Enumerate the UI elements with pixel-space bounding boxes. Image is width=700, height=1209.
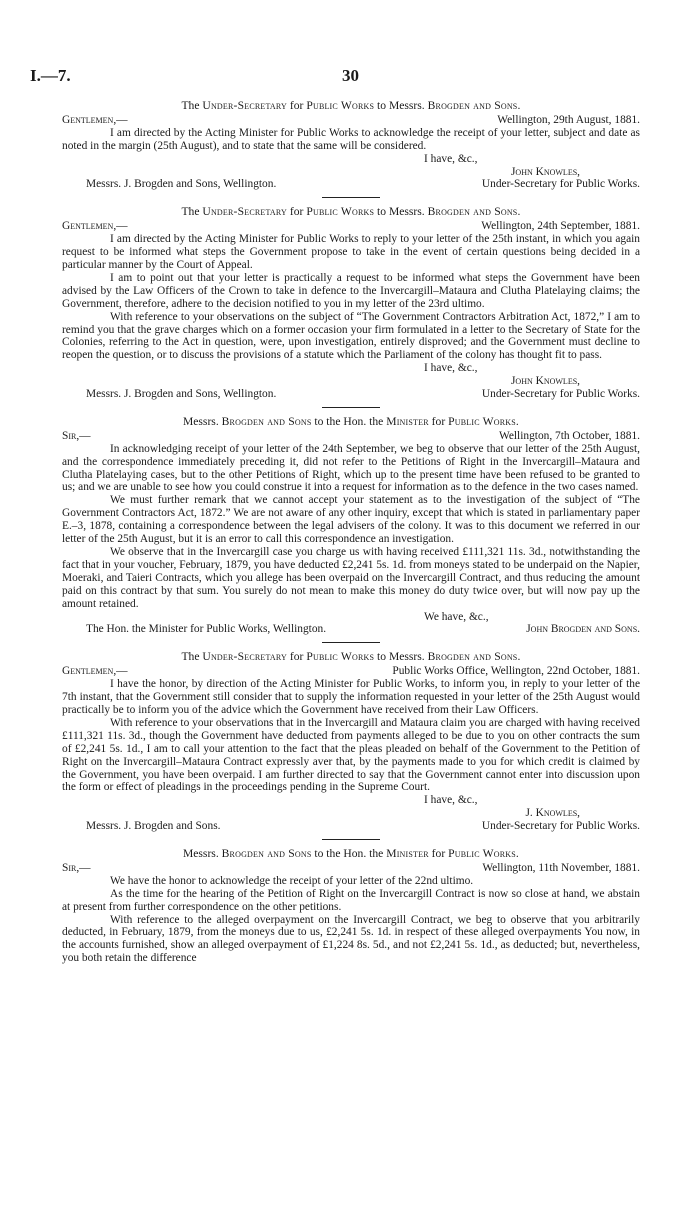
- salutation-line: [62, 665, 640, 678]
- paragraph: As the time for the hearing of the Petition of Right on the Invercargill Contract is now so close at hand, we abstain at present from further correspondence on the other petitions.: [62, 887, 640, 913]
- paragraph: We must further remark that we cannot accept your statement as to the investigation of the subject of “The Government Contractors Act, 1872.” We are not aware of any other inquiry, except that which is stated in parliamentary paper E.–3, 1878, containing a correspondence between the legal advisers of the colony. It was to this document we referred in our letter of the 25th August, but it is an error to call this correspondence an investigation.: [62, 494, 640, 546]
- signer-name: John Knowles,: [510, 165, 580, 178]
- letter-2: [62, 206, 640, 401]
- salutation: Gentlemen,—: [62, 113, 128, 126]
- letter-heading: Messrs. Brogden and Sons to the Hon. the Minister for Public Works.: [182, 847, 520, 861]
- page-header: [30, 66, 670, 88]
- closing: I have, &c.,: [424, 362, 478, 375]
- signature-line: [62, 820, 640, 833]
- section-divider: [322, 642, 380, 643]
- addressee: Messrs. J. Brogden and Sons.: [86, 820, 221, 833]
- signature-line: [62, 388, 640, 401]
- addressee: Messrs. J. Brogden and Sons, Wellington.: [86, 178, 277, 191]
- paragraph: In acknowledging receipt of your letter of the 24th September, we beg to observe that our letter of the 25th August, and the correspondence immediately preceding it, did not refer to the Petitions of Right in the Invercargill–Mataura and Clutha Platelaying cases, but to the other Petitions of Right, which up to the present time have been refused to be granted to us; and we are unable to see how you could construe it into a request for information as to the defence in the two cases named.: [62, 442, 640, 494]
- salutation: Gentlemen,—: [62, 665, 128, 678]
- letter-heading: Messrs. Brogden and Sons to the Hon. the Minister for Public Works.: [182, 414, 520, 428]
- salutation: Sir,—: [62, 429, 91, 442]
- salutation: Sir,—: [62, 861, 91, 874]
- closing: We have, &c.,: [424, 610, 489, 623]
- signer-name: John Knowles,: [510, 375, 580, 388]
- dateline: Wellington, 24th September, 1881.: [481, 220, 640, 233]
- signer-title: Under-Secretary for Public Works.: [481, 388, 640, 401]
- signer-title: Under-Secretary for Public Works.: [481, 178, 640, 191]
- signer-title: John Brogden and Sons.: [526, 623, 640, 636]
- paper-reference: I.—7.: [30, 66, 71, 85]
- addressee: The Hon. the Minister for Public Works, Wellington.: [86, 623, 327, 636]
- paragraph: With reference to the alleged overpayment on the Invercargill Contract, we beg to observe that you arbitrarily deducted, in February, 1879, from the moneys due to us, £2,241 5s. 1d. in respect of these alleged overpayments You now, in the accounts furnished, show an alleged overpayment of £1,224 8s. 5d., and not £2,241 5s. 1d., as deducted; but, nevertheless, you both retain the difference: [62, 913, 640, 965]
- paragraph: With reference to your observations that in the Invercargill and Mataura claim you are charged with having received £111,321 11s. 3d., though the Government have deducted from payments alleged to be due to you on other contracts the sum of £2,241 5s. 1d., I am to call your attention to the fact that the pleas pleaded on behalf of the Government to the Petition of Right on the Invercargill–Mataura Contract expressly aver that, by the payments made to you for which credit is claimed by the Government, you have been overpaid. I am further directed to say that the Government cannot enter into discussion upon the form or effect of pleadings in the proceedings pending in the Supreme Court.: [62, 716, 640, 794]
- letter-heading: The Under-Secretary for Public Works to Messrs. Brogden and Sons.: [181, 205, 521, 219]
- addressee: Messrs. J. Brogden and Sons, Wellington.: [86, 388, 277, 401]
- salutation: Gentlemen,—: [62, 220, 128, 233]
- closing: I have, &c.,: [424, 152, 478, 165]
- paragraph: I am to point out that your letter is practically a request to be informed what steps the Government have been advised by the Law Officers of the Crown to take in defence to the Invercargill–Mataura and Clutha Platelaying claims; the Government, therefore, adhere to the decision notified to you in my letter of the 23rd ultimo.: [62, 271, 640, 310]
- paragraph: We have the honor to acknowledge the receipt of your letter of the 22nd ultimo.: [110, 874, 474, 887]
- letter-3: [62, 416, 640, 636]
- section-divider: [322, 197, 380, 198]
- salutation-line: [62, 114, 640, 127]
- salutation-line: [62, 430, 640, 443]
- signature-line: [62, 178, 640, 191]
- dateline: Wellington, 29th August, 1881.: [497, 113, 640, 126]
- paragraph: I am directed by the Acting Minister for Public Works to reply to your letter of the 25th instant, in which you again request to be informed what steps the Government propose to take in the event of certain questions being decided in a particular manner by the Court of Appeal.: [62, 233, 640, 271]
- paragraph: With reference to your observations on the subject of “The Government Contractors Arbitration Act, 1872,” I am to remind you that the grave charges which on a former occasion your firm formulated in a letter to the Secretary of State for the Colonies, referring to the Act in question, were, upon investigation, entirely disproved; and the Government must decline to reopen the question, or to discuss the provisions of a statute which the Parliament of the colony has thought fit to pass.: [62, 310, 640, 362]
- dateline: Public Works Office, Wellington, 22nd October, 1881.: [392, 665, 640, 678]
- paragraph: We observe that in the Invercargill case you charge us with having received £111,321 11s. 3d., notwithstanding the fact that in your voucher, February, 1879, you have deducted £2,241 5s. 1d. from moneys stated to be underpaid on the Napier, Moeraki, and Taieri Contracts, which you allege has been overpaid on the Invercargill Contract, and thus reducing the amount paid on this contract by that sum. You surely do not mean to make this money do duty twice over, but will now pay up the amount retained.: [62, 546, 640, 610]
- section-divider: [322, 839, 380, 840]
- dateline: Wellington, 11th November, 1881.: [482, 861, 640, 874]
- letter-heading: The Under-Secretary for Public Works to Messrs. Brogden and Sons.: [181, 99, 521, 112]
- letter-heading: The Under-Secretary for Public Works to Messrs. Brogden and Sons.: [181, 650, 521, 664]
- paragraph: I am directed by the Acting Minister for Public Works to acknowledge the receipt of your letter, subject and date as noted in the margin (25th August), and to state that the same will be considered.: [62, 126, 640, 152]
- salutation-line: [62, 220, 640, 233]
- section-divider: [322, 407, 380, 408]
- salutation-line: [62, 862, 640, 875]
- paragraph: I have the honor, by direction of the Acting Minister for Public Works, to inform you, in reply to your letter of the 7th instant, that the Government still consider that to supply the information requested in your letter of the 25th August would practically be to inform you of the advice which the Government have received from their Law Officers.: [62, 678, 640, 716]
- dateline: Wellington, 7th October, 1881.: [499, 429, 640, 442]
- letter-4: [62, 651, 640, 833]
- signer-name: J. Knowles,: [525, 807, 580, 820]
- signer-title: Under-Secretary for Public Works.: [481, 820, 640, 833]
- letter-5: [62, 848, 640, 965]
- letter-1: [62, 100, 640, 191]
- signature-line: [62, 623, 640, 636]
- document-body: [62, 100, 640, 965]
- page-number: 30: [342, 66, 359, 85]
- closing: I have, &c.,: [424, 794, 478, 807]
